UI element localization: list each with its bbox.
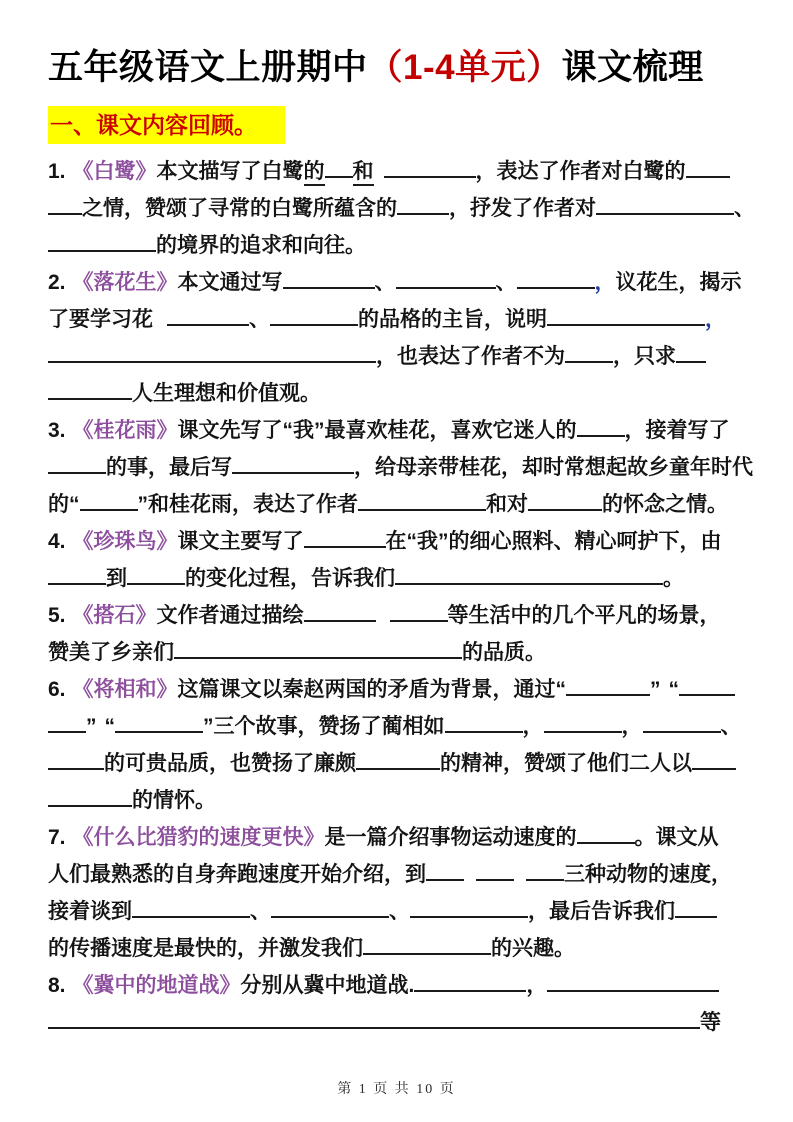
spacer [374, 177, 384, 178]
page-footer: 第 1 页 共 10 页 [337, 1082, 456, 1097]
item-line [48, 152, 749, 189]
text-run: 的可贵品质，也赞扬了廉颇 [104, 752, 356, 775]
item-line [48, 263, 749, 300]
text-run: ，抒发了作者对 [449, 197, 596, 220]
worksheet-item-1 [48, 152, 755, 263]
fill-in-blank [395, 559, 663, 585]
text-run: 、 [389, 900, 410, 923]
text-run: 人们最熟悉的自身奔跑速度开始介绍，到 [48, 863, 426, 886]
lesson-title: 《白鹭》 [72, 160, 157, 183]
spacer [514, 880, 526, 881]
fill-in-blank [48, 1003, 700, 1029]
text-run: ，表达了作者对白鹭的 [475, 160, 686, 183]
text-run: 议花生，揭示 [615, 271, 742, 294]
fill-in-blank [686, 152, 730, 178]
lesson-title: 《桂花雨》 [72, 419, 178, 442]
fill-in-blank [48, 374, 132, 400]
page-title-highlight: （1-4单元） [367, 48, 562, 87]
worksheet-item-8 [48, 966, 749, 1040]
text-run: 文作者通过描绘 [156, 604, 304, 627]
text-run: 等生活中的几个平凡的场景， [447, 604, 721, 627]
fill-in-blank [48, 448, 106, 474]
text-run: 、 [720, 715, 742, 738]
text-run: 。 [663, 567, 684, 590]
item-line [48, 892, 749, 929]
fill-in-blank [132, 892, 250, 918]
item-line [48, 448, 753, 485]
section-heading-row [48, 106, 749, 144]
text-run: 这篇课文以秦赵两国的矛盾为背景，通过“ [177, 678, 567, 701]
item-number: 4. [48, 530, 66, 553]
item-line [48, 300, 749, 337]
item-line [48, 633, 749, 670]
fill-in-blank [517, 263, 595, 289]
fill-in-blank [544, 707, 622, 733]
text-run: 等 [700, 1011, 721, 1034]
fill-in-blank [397, 189, 449, 215]
item-number: 8. [48, 974, 66, 997]
fill-in-blank [283, 263, 375, 289]
fill-in-blank [676, 337, 706, 363]
item-line [48, 966, 749, 1003]
fill-in-blank [547, 300, 705, 326]
text-run: ，接着写了 [624, 419, 730, 442]
text-run: 、 [495, 271, 517, 294]
item-line [48, 485, 749, 522]
fill-in-blank [127, 559, 185, 585]
text-run: ”和桂花雨，表达了作者 [137, 493, 358, 516]
spacer [153, 325, 167, 326]
text-run: 、 [249, 308, 270, 331]
item-line [48, 189, 755, 226]
item-number: 7. [48, 826, 66, 849]
item-number: 6. [48, 678, 66, 701]
text-run: 之情，赞颂了寻常的白鹭所蕴含的 [82, 197, 397, 220]
fill-in-blank [304, 596, 376, 622]
text-run: ” [86, 715, 97, 738]
fill-in-blank [643, 707, 721, 733]
fill-in-blank [675, 892, 717, 918]
text-run: 的变化过程，告诉我们 [185, 567, 395, 590]
worksheet-item-4 [48, 522, 749, 596]
text-run: 赞美了乡亲们 [48, 641, 174, 664]
item-number: 3. [48, 419, 66, 442]
spacer [97, 732, 105, 733]
fill-in-blank [232, 448, 354, 474]
item-line [48, 781, 749, 818]
worksheet-items [48, 152, 755, 1040]
item-line [48, 522, 749, 559]
fill-in-blank [174, 633, 462, 659]
section-heading: 一、课文内容回顾。 [48, 106, 285, 144]
lesson-title: 《将相和》 [72, 678, 178, 701]
text-run: 本文描写了白鹭 [156, 160, 304, 183]
fill-in-blank [48, 744, 104, 770]
text-run: “ [668, 678, 680, 701]
fill-in-blank [363, 929, 491, 955]
fill-in-blank [325, 152, 353, 178]
fill-in-blank [271, 892, 389, 918]
worksheet-item-3 [48, 411, 753, 522]
lesson-title: 《珍珠鸟》 [72, 530, 178, 553]
text-run: 、 [374, 271, 396, 294]
page-title-tail: 课文梳理 [561, 48, 704, 87]
item-number: 2. [48, 271, 66, 294]
text-run: “ [104, 715, 115, 738]
underlined-text: 的 [304, 160, 325, 186]
text-run: 到 [106, 567, 127, 590]
fill-in-blank [445, 707, 523, 733]
fill-in-blank [565, 337, 613, 363]
underlined-text: 和 [353, 160, 374, 186]
text-run: 的品格的主旨，说明 [358, 308, 547, 331]
fill-in-blank [476, 855, 514, 881]
text-run: 和对 [486, 493, 528, 516]
item-line [48, 1003, 749, 1040]
fill-in-blank [526, 855, 564, 881]
item-line [48, 337, 749, 374]
item-line [48, 818, 749, 855]
text-run: ， [526, 974, 548, 997]
text-run: 的怀念之情。 [602, 493, 728, 516]
text-run: 的精神，赞颂了他们二人以 [440, 752, 692, 775]
fill-in-blank [577, 818, 635, 844]
text-run: 的情怀。 [132, 789, 216, 812]
text-run: 了要学习花 [48, 308, 153, 331]
fill-in-blank [48, 226, 156, 252]
item-line [48, 670, 749, 707]
text-run: 人生理想和价值观。 [132, 382, 321, 405]
item-line [48, 744, 749, 781]
item-line [48, 855, 749, 892]
page-title-main: 五年级语文上册期中 [48, 48, 368, 87]
text-run: ”三个故事，赞扬了蔺相如 [203, 715, 445, 738]
lesson-title: 《什么比猎豹的速度更快》 [72, 826, 325, 849]
spacer [376, 621, 390, 622]
fill-in-blank [566, 670, 650, 696]
fill-in-blank [414, 966, 526, 992]
fill-in-blank [679, 670, 735, 696]
fill-in-blank [167, 300, 249, 326]
blue-comma: ， [594, 271, 616, 294]
item-line [48, 411, 749, 448]
item-line [48, 707, 749, 744]
text-run: ，也表达了作者不为 [376, 345, 565, 368]
fill-in-blank [48, 189, 82, 215]
fill-in-blank [115, 707, 203, 733]
fill-in-blank [547, 966, 719, 992]
text-run: ， [522, 715, 544, 738]
fill-in-blank [384, 152, 476, 178]
text-run: 三种动物的速度， [564, 863, 732, 886]
fill-in-blank [48, 781, 132, 807]
fill-in-blank [426, 855, 464, 881]
text-run: 的“ [48, 493, 80, 516]
item-number: 1. [48, 160, 66, 183]
fill-in-blank [356, 744, 440, 770]
worksheet-item-6 [48, 670, 749, 818]
text-run: 的境界的追求和向往。 [156, 234, 366, 257]
item-line [48, 226, 749, 263]
text-run: 分别从冀中地道战. [240, 974, 415, 997]
text-run: 在“我”的细心照料、精心呵护下，由 [385, 530, 722, 553]
fill-in-blank [48, 337, 376, 363]
lesson-title: 《冀中的地道战》 [72, 974, 241, 997]
fill-in-blank [577, 411, 625, 437]
text-run: ， [621, 715, 643, 738]
text-run: ，只求 [613, 345, 676, 368]
text-run: 的品质。 [462, 641, 546, 664]
text-run: 课文主要写了 [177, 530, 304, 553]
fill-in-blank [48, 707, 86, 733]
text-run: 、 [250, 900, 271, 923]
text-run: 的事，最后写 [106, 456, 232, 479]
fill-in-blank [358, 485, 486, 511]
item-line [48, 559, 749, 596]
spacer [464, 880, 476, 881]
page-title [48, 40, 749, 90]
text-run: ” [650, 678, 661, 701]
fill-in-blank [304, 522, 386, 548]
worksheet-item-5 [48, 596, 749, 670]
item-line [48, 596, 749, 633]
item-number: 5. [48, 604, 66, 627]
fill-in-blank [596, 189, 734, 215]
blue-comma: ， [705, 308, 726, 331]
fill-in-blank [390, 596, 448, 622]
fill-in-blank [692, 744, 736, 770]
text-run: 课文先写了“我”最喜欢桂花，喜欢它迷人的 [177, 419, 577, 442]
fill-in-blank [80, 485, 138, 511]
text-run: 的兴趣。 [491, 937, 575, 960]
spacer [661, 695, 669, 696]
lesson-title: 《搭石》 [72, 604, 157, 627]
worksheet-item-2 [48, 263, 749, 411]
text-run: ，给母亲带桂花，却时常想起故乡童年时代 [354, 456, 753, 479]
fill-in-blank [410, 892, 528, 918]
fill-in-blank [396, 263, 496, 289]
item-line [48, 374, 749, 411]
text-run: 、 [734, 197, 755, 220]
item-line [48, 929, 749, 966]
worksheet-item-7 [48, 818, 749, 966]
fill-in-blank [528, 485, 602, 511]
text-run: ，最后告诉我们 [528, 900, 675, 923]
text-run: 。课文从 [634, 826, 719, 849]
text-run: 接着谈到 [48, 900, 132, 923]
text-run: 本文通过写 [177, 271, 283, 294]
fill-in-blank [48, 559, 106, 585]
text-run: 的传播速度是最快的，并激发我们 [48, 937, 363, 960]
text-run: 是一篇介绍事物运动速度的 [324, 826, 577, 849]
fill-in-blank [270, 300, 358, 326]
lesson-title: 《落花生》 [72, 271, 178, 294]
